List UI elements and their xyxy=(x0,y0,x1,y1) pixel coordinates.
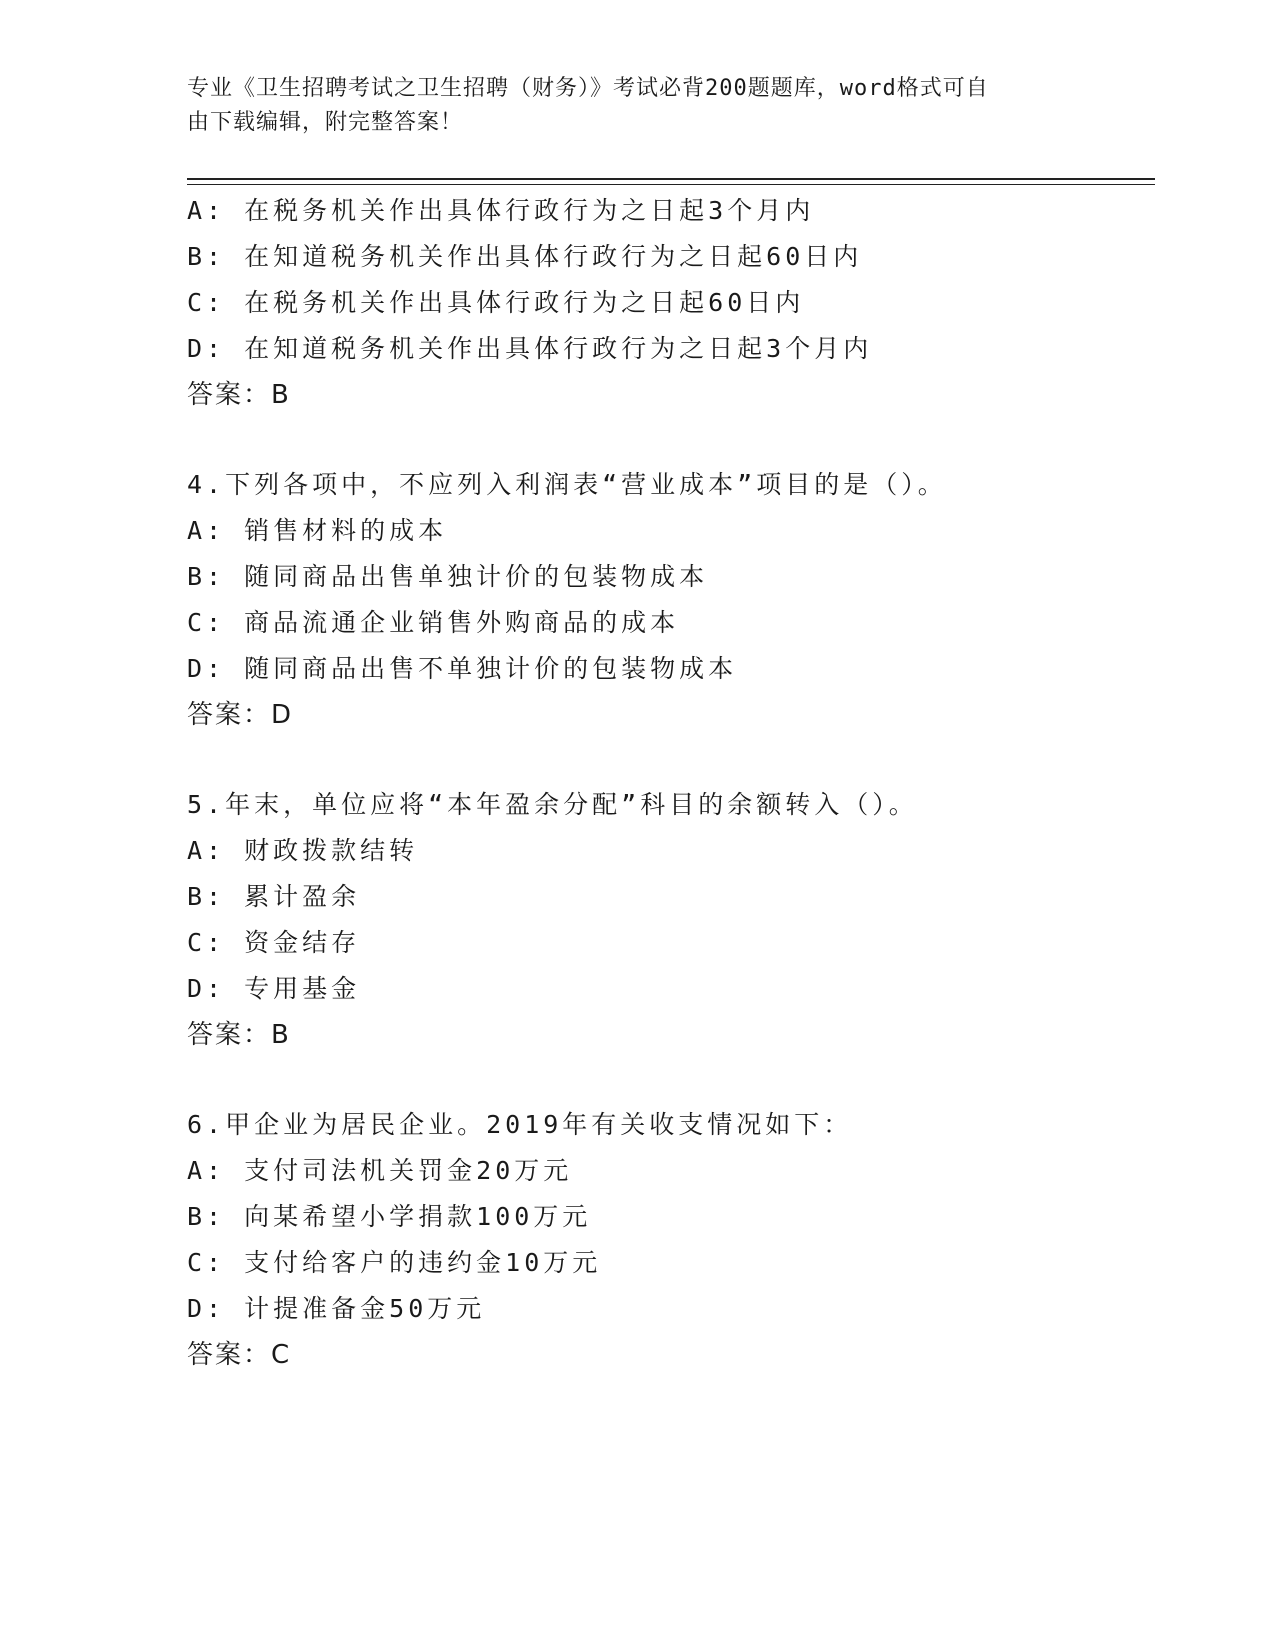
option-a: A: 财政拨款结转 xyxy=(187,836,419,865)
question-stem: 6.甲企业为居民企业。2019年有关收支情况如下： xyxy=(187,1110,853,1139)
question-stem: 5.年末，单位应将“本年盈余分配”科目的余额转入（）。 xyxy=(187,790,918,819)
option-d: D: 在知道税务机关作出具体行政行为之日起3个月内 xyxy=(187,334,873,363)
answer-line: 答案：D xyxy=(187,700,294,730)
option-b: B: 累计盈余 xyxy=(187,882,361,911)
option-c: C: 支付给客户的违约金10万元 xyxy=(187,1248,602,1277)
header-line-1: 专业《卫生招聘考试之卫生招聘（财务）》考试必背200题题库，word格式可自 xyxy=(187,76,989,101)
answer-line: 答案：B xyxy=(187,380,291,410)
option-c: C: 资金结存 xyxy=(187,928,361,957)
option-b: B: 随同商品出售单独计价的包装物成本 xyxy=(187,562,709,591)
option-d: D: 计提准备金50万元 xyxy=(187,1294,486,1323)
option-c: C: 商品流通企业销售外购商品的成本 xyxy=(187,608,680,637)
question-5 xyxy=(187,782,1155,1058)
question-stem: 4.下列各项中，不应列入利润表“营业成本”项目的是（）。 xyxy=(187,470,947,499)
header-line-2: 由下载编辑，附完整答案！ xyxy=(187,110,464,135)
option-a: A: 在税务机关作出具体行政行为之日起3个月内 xyxy=(187,196,815,225)
answer-line: 答案：B xyxy=(187,1020,291,1050)
question-4 xyxy=(187,462,1155,738)
spacer xyxy=(187,1058,1155,1102)
answer-line: 答案：C xyxy=(187,1340,292,1370)
option-b: B: 在知道税务机关作出具体行政行为之日起60日内 xyxy=(187,242,863,271)
document-header xyxy=(187,72,1067,140)
option-d: D: 随同商品出售不单独计价的包装物成本 xyxy=(187,654,738,683)
question-3 xyxy=(187,188,1155,418)
option-c: C: 在税务机关作出具体行政行为之日起60日内 xyxy=(187,288,805,317)
option-a: A: 销售材料的成本 xyxy=(187,516,448,545)
option-d: D: 专用基金 xyxy=(187,974,361,1003)
question-6 xyxy=(187,1102,1155,1378)
question-list xyxy=(187,188,1155,1378)
spacer xyxy=(187,418,1155,462)
spacer xyxy=(187,738,1155,782)
header-divider-thick xyxy=(187,178,1155,180)
option-b: B: 向某希望小学捐款100万元 xyxy=(187,1202,592,1231)
header-divider-thin xyxy=(187,184,1155,185)
option-a: A: 支付司法机关罚金20万元 xyxy=(187,1156,573,1185)
